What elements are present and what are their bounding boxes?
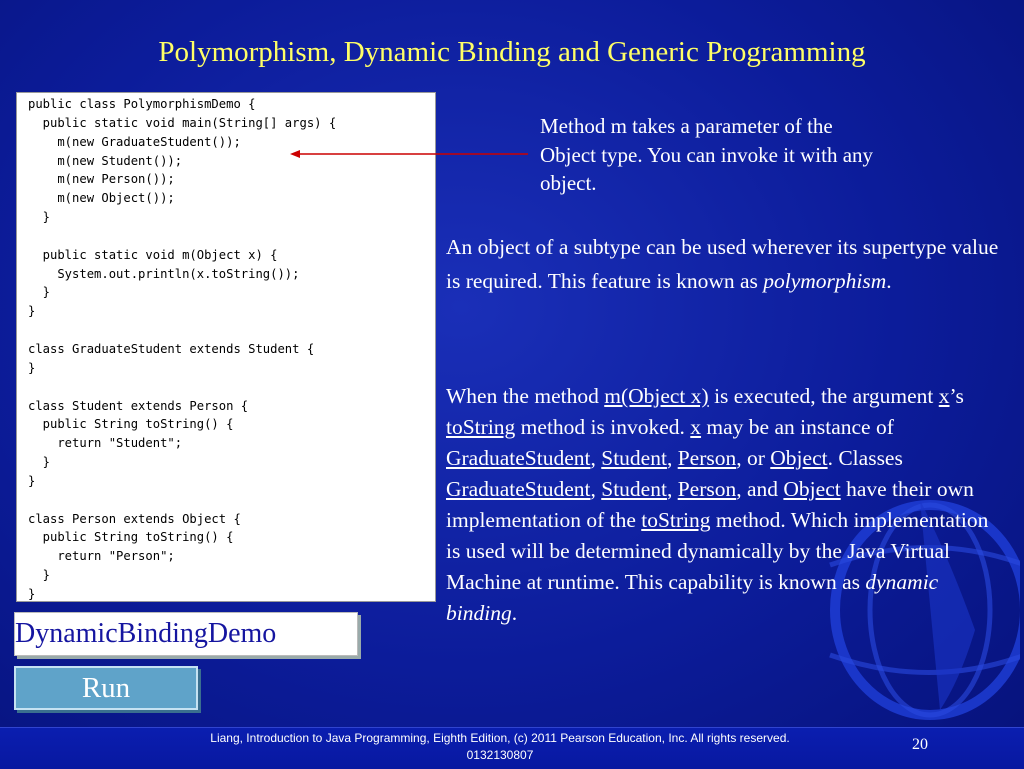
dynamic-binding-term: dynamic binding [446,570,939,625]
slide-title: Polymorphism, Dynamic Binding and Generic Programming [158,36,866,68]
link-object-2[interactable]: Object [783,477,841,501]
link-graduatestudent-2[interactable]: GraduateStudent [446,477,591,501]
link-tostring[interactable]: toString [446,415,516,439]
java-code: public class PolymorphismDemo { public static void main(String[] args) { m(new GraduateStudent()); m(new Student()); m(new Person()); m(new Object()); } public static void m(Object x) { System.out.println(x.toString()); } } class GraduateStudent extends Student { } class Student extends Person { public String toString() { return "Student"; } } class Person extends Object { public String toString() { return "Person"; } } [28,97,337,601]
page-number: 20 [912,736,928,753]
link-object[interactable]: Object [770,446,828,470]
link-person-2[interactable]: Person [677,477,737,501]
link-person[interactable]: Person [677,446,737,470]
link-x-2[interactable]: x [690,415,702,439]
footer-bar [0,727,1024,769]
link-m-object-x[interactable]: m(Object x) [604,384,709,408]
code-listing [16,92,436,602]
method-note: Method m takes a parameter of the Object type. You can invoke it with any object. [540,114,874,195]
link-student-2[interactable]: Student [601,477,667,501]
link-x[interactable]: x [938,384,950,408]
link-student[interactable]: Student [601,446,667,470]
dynamic-binding-paragraph: When the method m(Object x) is executed, the argument x’s toString method is invoked. x may be an instance of GraduateStudent, Student, Person, or Object. Classes GraduateStudent, Student, Person, and Object have their own implementation of the toString method. Which implementation is used will be determined dynamically by the Java Virtual Machine at runtime. This capability is known as dynamic binding. [446,384,989,625]
polymorphism-term: polymorphism [763,269,887,293]
polymorphism-paragraph: An object of a subtype can be used wherever its supertype value is required. This feature is known as polymorphism. [446,235,999,293]
link-tostring-2[interactable]: toString [641,508,711,532]
dynamic-binding-demo-link[interactable]: DynamicBindingDemo [14,612,358,656]
link-graduatestudent[interactable]: GraduateStudent [446,446,591,470]
copyright-text: Liang, Introduction to Java Programming, Eighth Edition, (c) 2011 Pearson Education, Inc. All rights reserved. 0132130807 [210,731,790,762]
run-button[interactable]: Run [14,666,198,710]
